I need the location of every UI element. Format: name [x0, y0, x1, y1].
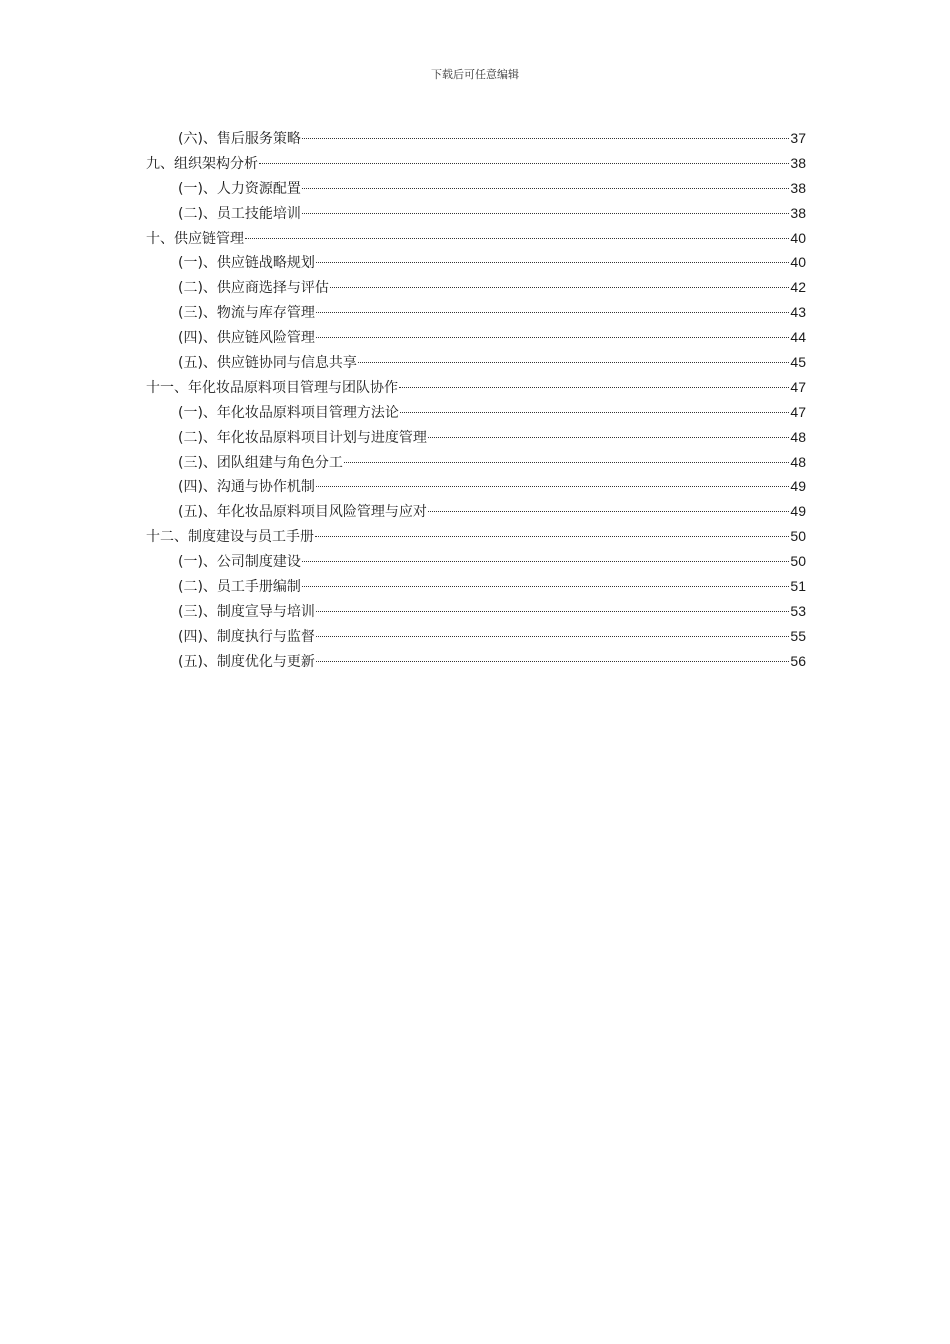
page-header: 下载后可任意编辑 [431, 68, 519, 81]
toc-dot-leader [302, 188, 789, 189]
toc-entry-title: (五)、年化妆品原料项目风险管理与应对 [178, 504, 427, 521]
toc-entry-title: (二)、员工技能培训 [178, 205, 301, 222]
toc-page-number: 53 [790, 602, 806, 619]
table-of-contents [146, 126, 806, 674]
toc-entry-title: (二)、年化妆品原料项目计划与进度管理 [178, 429, 427, 446]
toc-section-entry[interactable] [146, 425, 806, 450]
toc-entry-title: (五)、制度优化与更新 [178, 653, 315, 670]
toc-dot-leader [302, 561, 789, 562]
toc-dot-leader [428, 511, 789, 512]
toc-page-number: 42 [790, 279, 806, 296]
toc-section-entry[interactable] [146, 649, 806, 674]
toc-page-number: 37 [790, 130, 806, 146]
toc-entry-title: (一)、供应链战略规划 [178, 255, 315, 272]
toc-section-entry[interactable] [146, 325, 806, 350]
toc-section-entry[interactable] [146, 176, 806, 201]
toc-dot-leader [302, 138, 789, 139]
toc-entry-title: (五)、供应链协同与信息共享 [178, 355, 357, 372]
toc-page-number: 48 [790, 453, 806, 470]
toc-entry-title: (一)、人力资源配置 [178, 180, 301, 197]
toc-page-number: 43 [790, 304, 806, 321]
toc-dot-leader [316, 661, 789, 662]
toc-entry-title: (四)、制度执行与监督 [178, 628, 315, 645]
toc-entry-title: (四)、供应链风险管理 [178, 330, 315, 347]
toc-entry-title: (三)、团队组建与角色分工 [178, 454, 343, 471]
toc-entry-title: 九、组织架构分析 [146, 155, 258, 172]
toc-page-number: 38 [790, 204, 806, 221]
toc-section-entry[interactable] [146, 126, 806, 151]
toc-entry-title: (一)、年化妆品原料项目管理方法论 [178, 404, 399, 421]
toc-dot-leader [316, 611, 789, 612]
toc-page-number: 45 [790, 354, 806, 371]
toc-page-number: 50 [790, 528, 806, 545]
toc-dot-leader [330, 287, 789, 288]
toc-dot-leader [302, 213, 789, 214]
toc-entry-title: (三)、物流与库存管理 [178, 305, 315, 322]
toc-dot-leader [428, 437, 789, 438]
toc-page-number: 47 [790, 378, 806, 395]
toc-section-entry[interactable] [146, 549, 806, 574]
toc-section-entry[interactable] [146, 450, 806, 475]
toc-dot-leader [316, 486, 789, 487]
toc-chapter-entry[interactable] [146, 151, 806, 176]
toc-entry-title: 十二、制度建设与员工手册 [146, 529, 314, 546]
toc-section-entry[interactable] [146, 499, 806, 524]
toc-section-entry[interactable] [146, 275, 806, 300]
toc-entry-title: 十一、年化妆品原料项目管理与团队协作 [146, 379, 398, 396]
toc-dot-leader [315, 536, 789, 537]
toc-page-number: 48 [790, 428, 806, 445]
toc-page-number: 47 [790, 403, 806, 420]
toc-section-entry[interactable] [146, 474, 806, 499]
toc-entry-title: (二)、供应商选择与评估 [178, 280, 329, 297]
toc-dot-leader [344, 462, 789, 463]
toc-chapter-entry[interactable] [146, 524, 806, 549]
toc-entry-title: (一)、公司制度建设 [178, 554, 301, 571]
toc-page-number: 50 [790, 553, 806, 570]
toc-entry-title: (二)、员工手册编制 [178, 579, 301, 596]
toc-dot-leader [302, 586, 789, 587]
toc-section-entry[interactable] [146, 400, 806, 425]
toc-dot-leader [316, 262, 789, 263]
toc-page-number: 44 [790, 329, 806, 346]
toc-chapter-entry[interactable] [146, 375, 806, 400]
toc-page-number: 55 [790, 627, 806, 644]
toc-section-entry[interactable] [146, 300, 806, 325]
toc-page-number: 38 [790, 179, 806, 196]
toc-entry-title: (四)、沟通与协作机制 [178, 479, 315, 496]
toc-dot-leader [245, 238, 789, 239]
toc-dot-leader [259, 163, 789, 164]
toc-page-number: 51 [790, 578, 806, 595]
toc-section-entry[interactable] [146, 201, 806, 226]
toc-section-entry[interactable] [146, 624, 806, 649]
toc-section-entry[interactable] [146, 574, 806, 599]
toc-entry-title: 十、供应链管理 [146, 230, 244, 247]
toc-page-number: 40 [790, 254, 806, 271]
toc-entry-title: (六)、售后服务策略 [178, 131, 301, 147]
toc-page-number: 49 [790, 503, 806, 520]
toc-page-number: 49 [790, 478, 806, 495]
toc-page-number: 56 [790, 652, 806, 669]
toc-section-entry[interactable] [146, 250, 806, 275]
toc-page-number: 40 [790, 229, 806, 246]
toc-section-entry[interactable] [146, 599, 806, 624]
toc-dot-leader [358, 362, 789, 363]
toc-section-entry[interactable] [146, 350, 806, 375]
toc-dot-leader [399, 387, 789, 388]
toc-dot-leader [316, 312, 789, 313]
toc-dot-leader [316, 337, 789, 338]
toc-dot-leader [400, 412, 789, 413]
toc-dot-leader [316, 636, 789, 637]
toc-entry-title: (三)、制度宣导与培训 [178, 603, 315, 620]
toc-page-number: 38 [790, 154, 806, 171]
toc-chapter-entry[interactable] [146, 226, 806, 251]
